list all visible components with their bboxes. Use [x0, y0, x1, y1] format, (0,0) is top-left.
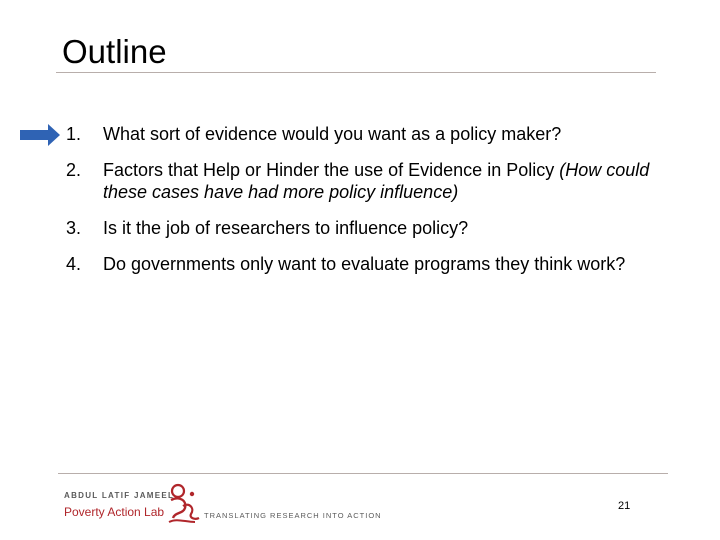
right-arrow-icon: [20, 124, 60, 146]
jpal-logo-mark-icon: [165, 482, 201, 524]
list-item: [66, 217, 666, 239]
logo-line-2: Poverty Action Lab: [64, 505, 165, 519]
list-item: [66, 253, 666, 275]
item-text: Factors that Help or Hinder the use of Evidence in Policy: [103, 160, 560, 180]
outline-list: [66, 123, 666, 289]
slide-title: Outline: [62, 33, 167, 70]
item-text: Is it the job of researchers to influence policy?: [103, 218, 469, 238]
item-text: What sort of evidence would you want as a policy maker?: [103, 124, 562, 144]
item-number: 3.: [66, 218, 82, 238]
page-number: 21: [618, 500, 631, 512]
logo-tagline: TRANSLATING RESEARCH INTO ACTION: [204, 511, 382, 520]
list-item: [66, 159, 666, 203]
jpal-logo: [64, 482, 382, 526]
item-number: 1.: [66, 124, 82, 144]
item-emphasis: (How could these cases have had more policy influence): [103, 160, 650, 202]
list-item: [66, 123, 666, 145]
item-number: 2.: [66, 160, 82, 180]
item-text: Do governments only want to evaluate programs they think work?: [103, 254, 626, 274]
item-number: 4.: [66, 254, 82, 274]
footer-divider: [58, 473, 668, 474]
title-divider: [56, 72, 656, 73]
logo-line-1: ABDUL LATIF JAMEEL: [64, 491, 175, 500]
